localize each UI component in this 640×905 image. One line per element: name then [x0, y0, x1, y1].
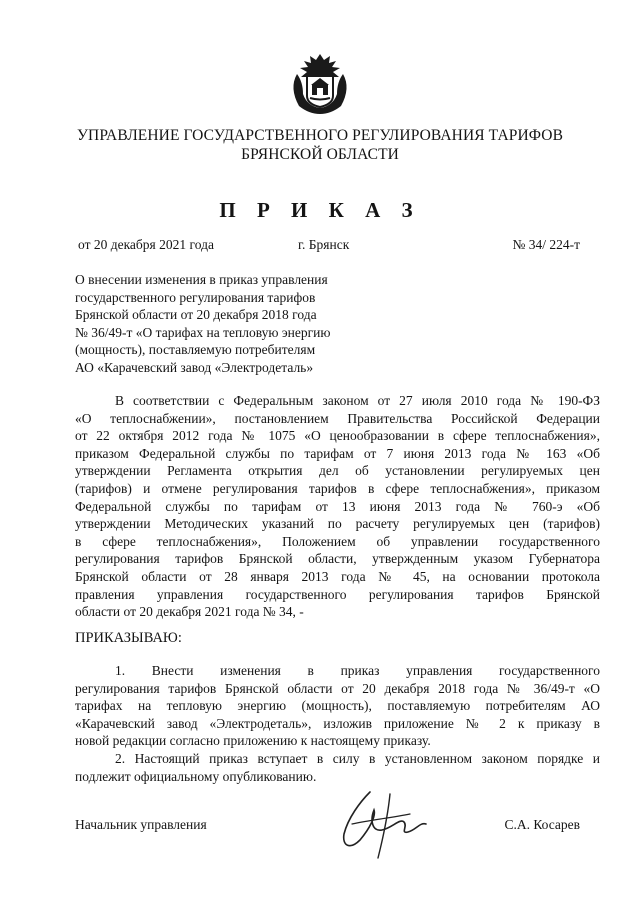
preamble-line: Брянской области от 28 января 2013 года № 45, на основании протокола [75, 568, 600, 584]
signer-position: Начальник управления [75, 817, 207, 832]
signer-name: С.А. Косарев [504, 817, 580, 832]
subject-line: О внесении изменения в приказ управления [75, 272, 328, 287]
preamble-line: правления управления государственного регулирования тарифов Брянской [75, 586, 600, 602]
item-line: «Карачевский завод «Электродеталь», изложив приложение № 2 к приказу в [75, 715, 600, 731]
order-date: от 20 декабря 2021 года [78, 237, 214, 252]
coat-of-arms-icon [285, 52, 355, 116]
order-subject [75, 271, 395, 377]
item-line: новой редакции согласно приложению к настоящему приказу. [75, 733, 431, 749]
preamble-line: В соответствии с Федеральным законом от 27 июля 2010 года № 190-ФЗ [115, 393, 600, 408]
document-type-title: П Р И К А З [219, 198, 421, 222]
agency-name-line-1: УПРАВЛЕНИЕ ГОСУДАРСТВЕННОГО РЕГУЛИРОВАНИЯ ТАРИФОВ [76, 127, 564, 144]
preamble-line: приказом Федеральной службы по тарифам от 7 июня 2013 года № 163 «Об [75, 445, 600, 461]
handwritten-signature [330, 784, 440, 864]
subject-line: (мощность), поставляемую потребителям [75, 342, 316, 358]
item-line: подлежит официальному опубликованию. [75, 768, 317, 784]
preamble-line: утверждении Методических указаний по расчету регулируемых цен (тарифов) [75, 516, 600, 532]
order-items [75, 662, 600, 785]
subject-line: государственного регулирования тарифов [75, 289, 316, 305]
item-line: тарифах на тепловую энергию (мощность), поставляемую потребителям АО [75, 698, 600, 714]
preamble-paragraph [75, 392, 600, 621]
item-line: 1. Внести изменения в приказ управления государственного [115, 663, 600, 678]
preamble-line: регулирования тарифов Брянской области, утвержденным указом Губернатора [75, 551, 600, 567]
preamble-line: «О теплоснабжении», постановлением Правительства Российской Федерации [75, 410, 600, 426]
subject-line: АО «Карачевский завод «Электродеталь» [75, 359, 314, 375]
order-number: № 34/ 224-т [512, 237, 580, 252]
preamble-line: от 22 октября 2012 года № 1075 «О ценообразовании в сфере теплоснабжения», [75, 428, 600, 444]
preamble-line: в сфере теплоснабжения», Положением об управлении государственного [75, 533, 600, 549]
preamble-line: области от 20 декабря 2021 года № 34, - [75, 604, 304, 620]
agency-name-line-2: БРЯНСКОЙ ОБЛАСТИ [241, 146, 399, 163]
preamble-line: Федеральной службы по тарифам от 13 июня 2013 года № 760-э «Об [75, 498, 600, 514]
order-city: г. Брянск [298, 237, 350, 252]
subject-line: № 36/49-т «О тарифах на тепловую энергию [75, 324, 331, 340]
subject-line: Брянской области от 20 декабря 2018 года [75, 307, 317, 323]
preamble-line: (тарифов) и отмене регулирования тарифов в сфере теплоснабжения», приказом [75, 480, 600, 496]
preamble-line: утверждении Регламента открытия дел об установлении регулируемых цен [75, 463, 600, 479]
order-word: ПРИКАЗЫВАЮ: [75, 630, 182, 646]
item-line: 2. Настоящий приказ вступает в силу в установленном законом порядке и [115, 750, 600, 766]
item-line: регулирования тарифов Брянской области от 20 декабря 2018 года № 36/49-т «О [75, 680, 600, 696]
